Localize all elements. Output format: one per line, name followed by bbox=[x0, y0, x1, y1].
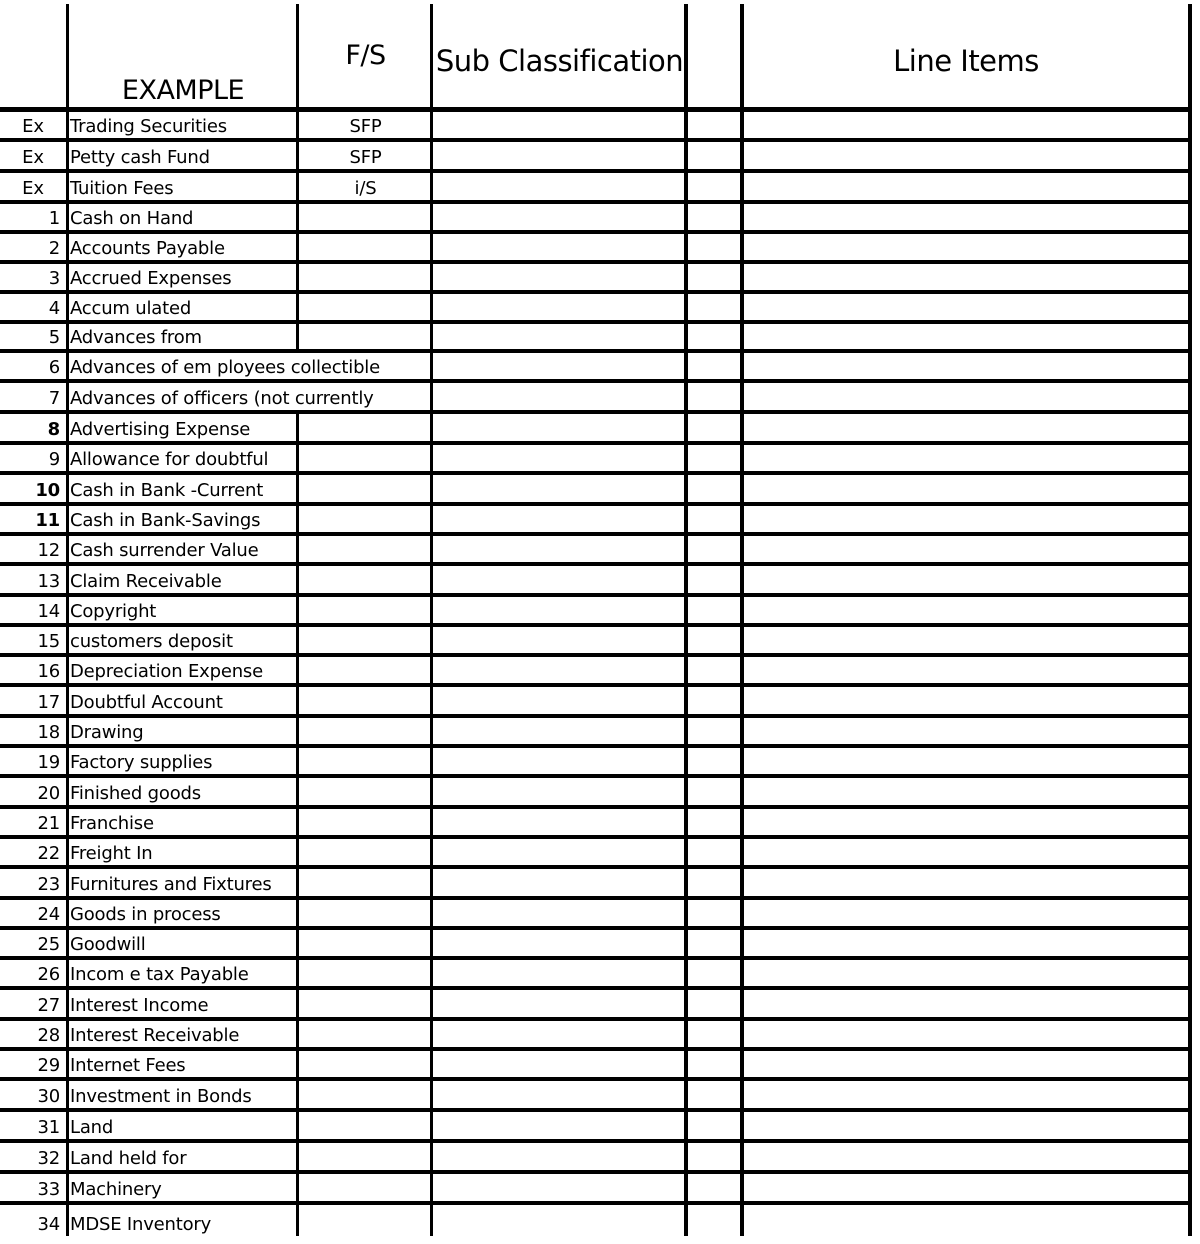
row-number: Ex bbox=[22, 116, 44, 137]
row-number: 32 bbox=[37, 1148, 60, 1169]
row-number: 31 bbox=[37, 1117, 60, 1138]
sub-classification-cell[interactable] bbox=[434, 445, 684, 471]
col-divider-3 bbox=[430, 4, 433, 1236]
line-items-cell[interactable] bbox=[744, 142, 1188, 169]
table-row bbox=[0, 1174, 1192, 1205]
fs-cell[interactable] bbox=[300, 930, 431, 956]
sub-classification-cell[interactable] bbox=[434, 990, 684, 1017]
fs-cell[interactable] bbox=[300, 414, 431, 441]
line-items-cell[interactable] bbox=[744, 1081, 1188, 1108]
account-name-cell[interactable]: Internet Fees bbox=[70, 1055, 186, 1076]
row-number: 13 bbox=[37, 571, 60, 592]
sub-classification-cell[interactable] bbox=[434, 264, 684, 290]
row-number: 14 bbox=[37, 601, 60, 622]
line-items-cell[interactable] bbox=[744, 234, 1188, 260]
table-row bbox=[0, 839, 1192, 869]
line-items-cell[interactable] bbox=[744, 445, 1188, 471]
line-items-cell[interactable] bbox=[744, 687, 1188, 714]
account-name-cell[interactable]: Doubtful Account bbox=[70, 692, 223, 713]
table-row bbox=[0, 353, 1192, 383]
fs-cell[interactable] bbox=[300, 657, 431, 683]
table-row bbox=[0, 294, 1192, 324]
sub-classification-cell[interactable] bbox=[434, 900, 684, 926]
account-name-cell[interactable]: Cash in Bank -Current bbox=[70, 480, 264, 501]
fs-cell[interactable] bbox=[300, 234, 431, 260]
account-name-cell[interactable]: Machinery bbox=[70, 1179, 162, 1200]
line-items-cell[interactable] bbox=[744, 748, 1188, 774]
row-number: 11 bbox=[35, 510, 60, 531]
line-items-cell[interactable] bbox=[744, 1143, 1188, 1170]
account-name-cell[interactable]: Petty cash Fund bbox=[70, 147, 210, 168]
line-items-cell[interactable] bbox=[744, 960, 1188, 986]
fs-cell[interactable] bbox=[300, 778, 431, 805]
sub-classification-cell[interactable] bbox=[434, 1174, 684, 1201]
table-row bbox=[0, 1081, 1192, 1112]
sub-classification-cell[interactable] bbox=[434, 475, 684, 502]
account-name-cell[interactable]: Accum ulated bbox=[70, 298, 192, 319]
table-row bbox=[0, 445, 1192, 475]
line-items-cell[interactable] bbox=[744, 718, 1188, 744]
fs-cell[interactable]: SFP bbox=[349, 147, 382, 168]
col-divider-6 bbox=[1188, 4, 1192, 1236]
fs-cell[interactable] bbox=[300, 1021, 431, 1047]
table-row bbox=[0, 960, 1192, 990]
table-row bbox=[0, 930, 1192, 960]
account-name-cell[interactable]: Advertising Expense bbox=[70, 419, 251, 440]
sub-classification-cell[interactable] bbox=[434, 506, 684, 532]
account-name-cell[interactable]: Accounts Payable bbox=[70, 238, 225, 259]
fs-cell[interactable] bbox=[300, 264, 431, 290]
account-name-cell[interactable]: MDSE Inventory bbox=[70, 1214, 212, 1235]
row-number: 27 bbox=[37, 995, 60, 1016]
table-row bbox=[0, 718, 1192, 748]
sub-classification-cell[interactable] bbox=[434, 839, 684, 865]
row-number: 15 bbox=[37, 631, 60, 652]
sub-classification-cell[interactable] bbox=[434, 809, 684, 835]
account-name-cell[interactable]: Interest Income bbox=[70, 995, 209, 1016]
row-number: 23 bbox=[37, 874, 60, 895]
fs-cell[interactable] bbox=[300, 839, 431, 865]
sub-classification-cell[interactable] bbox=[434, 748, 684, 774]
row-number: 6 bbox=[48, 357, 60, 378]
table-row bbox=[0, 627, 1192, 657]
sub-classification-cell[interactable] bbox=[434, 536, 684, 562]
line-items-cell[interactable] bbox=[744, 1021, 1188, 1047]
sub-classification-cell[interactable] bbox=[434, 1081, 684, 1108]
sub-classification-cell[interactable] bbox=[434, 597, 684, 623]
sub-classification-cell[interactable] bbox=[434, 1051, 684, 1077]
row-number: 34 bbox=[37, 1214, 60, 1235]
fs-cell[interactable] bbox=[300, 566, 431, 593]
account-name-cell[interactable]: Drawing bbox=[70, 722, 144, 743]
line-items-cell[interactable] bbox=[744, 566, 1188, 593]
table-row bbox=[0, 475, 1192, 506]
sub-classification-cell[interactable] bbox=[434, 627, 684, 653]
sub-classification-cell[interactable] bbox=[434, 566, 684, 593]
account-name-cell[interactable]: Freight In bbox=[70, 843, 153, 864]
table-row bbox=[0, 597, 1192, 627]
line-items-cell[interactable] bbox=[744, 809, 1188, 835]
table-row bbox=[0, 142, 1192, 173]
row-number: 24 bbox=[37, 904, 60, 925]
sub-classification-cell[interactable] bbox=[434, 294, 684, 320]
account-name-cell[interactable]: Investment in Bonds bbox=[70, 1086, 252, 1107]
line-items-cell[interactable] bbox=[744, 990, 1188, 1017]
line-items-cell[interactable] bbox=[744, 536, 1188, 562]
account-name-cell[interactable]: Cash in Bank-Savings bbox=[70, 510, 261, 531]
fs-cell[interactable] bbox=[300, 748, 431, 774]
table-row bbox=[0, 536, 1192, 566]
account-name-cell[interactable]: customers deposit bbox=[70, 631, 233, 652]
row-number: 9 bbox=[48, 449, 60, 470]
fs-cell[interactable] bbox=[300, 869, 431, 896]
fs-cell[interactable] bbox=[300, 204, 431, 230]
line-items-cell[interactable] bbox=[744, 383, 1188, 410]
table-row bbox=[0, 173, 1192, 204]
row-number: 25 bbox=[37, 934, 60, 955]
row-number: 1 bbox=[48, 208, 60, 229]
account-name-cell[interactable]: Tuition Fees bbox=[70, 178, 174, 199]
sub-classification-cell[interactable] bbox=[434, 869, 684, 896]
sub-classification-cell[interactable] bbox=[434, 234, 684, 260]
sub-classification-cell[interactable] bbox=[434, 930, 684, 956]
line-items-cell[interactable] bbox=[744, 112, 1188, 138]
account-name-cell[interactable]: Goodwill bbox=[70, 934, 146, 955]
row-number: 4 bbox=[48, 298, 60, 319]
fs-cell[interactable] bbox=[300, 1112, 431, 1139]
account-name-cell[interactable]: Depreciation Expense bbox=[70, 661, 263, 682]
header-fs: F/S bbox=[345, 40, 386, 71]
col-divider-5 bbox=[740, 4, 744, 1236]
table-row bbox=[0, 687, 1192, 718]
col-divider-1 bbox=[66, 4, 69, 1236]
row-number: 3 bbox=[48, 268, 60, 289]
sub-classification-cell[interactable] bbox=[434, 778, 684, 805]
table-row bbox=[0, 234, 1192, 264]
line-items-cell[interactable] bbox=[744, 839, 1188, 865]
line-items-cell[interactable] bbox=[744, 627, 1188, 653]
account-name-cell[interactable]: Copyright bbox=[70, 601, 157, 622]
account-name-cell[interactable]: Accrued Expenses bbox=[70, 268, 232, 289]
header-example: EXAMPLE bbox=[121, 75, 245, 106]
row-number: 8 bbox=[47, 419, 60, 440]
line-items-cell[interactable] bbox=[744, 506, 1188, 532]
row-number: 7 bbox=[48, 388, 60, 409]
line-items-cell[interactable] bbox=[744, 597, 1188, 623]
sub-classification-cell[interactable] bbox=[434, 1021, 684, 1047]
row-number: 33 bbox=[37, 1179, 60, 1200]
fs-cell[interactable] bbox=[300, 506, 431, 532]
row-number: 12 bbox=[37, 540, 60, 561]
account-name-cell[interactable]: Factory supplies bbox=[70, 752, 213, 773]
line-items-cell[interactable] bbox=[744, 173, 1188, 200]
row-number: 22 bbox=[37, 843, 60, 864]
line-items-cell[interactable] bbox=[744, 353, 1188, 379]
account-name-cell[interactable]: Incom e tax Payable bbox=[70, 964, 249, 985]
sub-classification-cell[interactable] bbox=[434, 1205, 684, 1236]
sub-classification-cell[interactable] bbox=[434, 173, 684, 200]
col-divider-2 bbox=[296, 4, 299, 1236]
table-row bbox=[0, 414, 1192, 445]
line-items-cell[interactable] bbox=[744, 1051, 1188, 1077]
table-row bbox=[0, 1205, 1192, 1236]
sub-classification-cell[interactable] bbox=[434, 383, 684, 410]
header-sub-classification: Sub Classification bbox=[435, 44, 684, 78]
line-items-cell[interactable] bbox=[744, 657, 1188, 683]
sub-classification-cell[interactable] bbox=[434, 687, 684, 714]
table-row bbox=[0, 748, 1192, 778]
fs-cell[interactable] bbox=[300, 597, 431, 623]
account-name-cell[interactable]: Land held for bbox=[70, 1148, 187, 1169]
fs-cell[interactable]: SFP bbox=[349, 116, 382, 137]
table-row bbox=[0, 383, 1192, 414]
table-row bbox=[0, 1021, 1192, 1051]
sub-classification-cell[interactable] bbox=[434, 142, 684, 169]
table-row bbox=[0, 1143, 1192, 1174]
fs-cell[interactable] bbox=[300, 900, 431, 926]
sub-classification-cell[interactable] bbox=[434, 353, 684, 379]
table-row bbox=[0, 204, 1192, 234]
table-row bbox=[0, 1051, 1192, 1081]
row-number: 20 bbox=[37, 783, 60, 804]
fs-cell[interactable] bbox=[300, 1051, 431, 1077]
table-row bbox=[0, 990, 1192, 1021]
fs-cell[interactable] bbox=[300, 1174, 431, 1201]
line-items-cell[interactable] bbox=[744, 1205, 1188, 1236]
table-row bbox=[0, 1112, 1192, 1143]
row-number: 26 bbox=[37, 964, 60, 985]
account-name-cell[interactable]: Advances of em ployees collectible bbox=[70, 353, 430, 379]
fs-cell[interactable] bbox=[300, 1143, 431, 1170]
col-divider-4 bbox=[684, 4, 688, 1236]
sub-classification-cell[interactable] bbox=[434, 1112, 684, 1139]
fs-cell[interactable] bbox=[300, 1081, 431, 1108]
table-row bbox=[0, 112, 1192, 142]
table-row bbox=[0, 506, 1192, 536]
row-number: 10 bbox=[35, 480, 60, 501]
row-number: Ex bbox=[22, 178, 44, 199]
row-number: 2 bbox=[48, 238, 60, 259]
row-number: Ex bbox=[22, 147, 44, 168]
account-name-cell[interactable]: Land bbox=[70, 1117, 114, 1138]
sub-classification-cell[interactable] bbox=[434, 112, 684, 138]
sub-classification-cell[interactable] bbox=[434, 324, 684, 349]
account-name-cell[interactable]: Cash surrender Value bbox=[70, 540, 259, 561]
line-items-cell[interactable] bbox=[744, 294, 1188, 320]
row-number: 19 bbox=[37, 752, 60, 773]
line-items-cell[interactable] bbox=[744, 1174, 1188, 1201]
fs-cell[interactable] bbox=[300, 475, 431, 502]
account-name-cell[interactable]: Goods in process bbox=[70, 904, 221, 925]
fs-cell[interactable] bbox=[300, 1205, 431, 1236]
table-row bbox=[0, 657, 1192, 687]
line-items-cell[interactable] bbox=[744, 264, 1188, 290]
line-items-cell[interactable] bbox=[744, 930, 1188, 956]
sub-classification-cell[interactable] bbox=[434, 960, 684, 986]
account-name-cell[interactable]: Advances of officers (not currently bbox=[70, 383, 430, 410]
line-items-cell[interactable] bbox=[744, 324, 1188, 349]
row-number: 16 bbox=[37, 661, 60, 682]
account-name-cell[interactable]: Finished goods bbox=[70, 783, 201, 804]
fs-cell[interactable] bbox=[300, 294, 431, 320]
line-items-cell[interactable] bbox=[744, 900, 1188, 926]
table-row bbox=[0, 869, 1192, 900]
fs-cell[interactable] bbox=[300, 960, 431, 986]
fs-cell[interactable] bbox=[300, 990, 431, 1017]
account-name-cell[interactable]: Allowance for doubtful bbox=[70, 449, 269, 470]
account-name-cell[interactable]: Advances from bbox=[70, 327, 202, 348]
account-name-cell[interactable]: Interest Receivable bbox=[70, 1025, 240, 1046]
table-row bbox=[0, 264, 1192, 294]
sub-classification-cell[interactable] bbox=[434, 204, 684, 230]
row-number: 21 bbox=[37, 813, 60, 834]
account-name-cell[interactable]: Claim Receivable bbox=[70, 571, 222, 592]
row-number: 30 bbox=[37, 1086, 60, 1107]
row-number: 28 bbox=[37, 1025, 60, 1046]
row-number: 17 bbox=[37, 692, 60, 713]
line-items-cell[interactable] bbox=[744, 475, 1188, 502]
account-name-cell[interactable]: Trading Securities bbox=[70, 116, 227, 137]
row-number: 5 bbox=[48, 327, 60, 348]
line-items-cell[interactable] bbox=[744, 1112, 1188, 1139]
table-row bbox=[0, 900, 1192, 930]
table-row bbox=[0, 778, 1192, 809]
account-name-cell[interactable]: Franchise bbox=[70, 813, 154, 834]
sub-classification-cell[interactable] bbox=[434, 1143, 684, 1170]
fs-cell[interactable] bbox=[300, 536, 431, 562]
sub-classification-cell[interactable] bbox=[434, 657, 684, 683]
fs-cell[interactable] bbox=[300, 627, 431, 653]
line-items-cell[interactable] bbox=[744, 869, 1188, 896]
fs-cell[interactable] bbox=[300, 687, 431, 714]
line-items-cell[interactable] bbox=[744, 204, 1188, 230]
fs-cell[interactable]: i/S bbox=[354, 178, 377, 199]
fs-cell[interactable] bbox=[300, 809, 431, 835]
line-items-cell[interactable] bbox=[744, 414, 1188, 441]
table-row bbox=[0, 566, 1192, 597]
fs-cell[interactable] bbox=[300, 718, 431, 744]
fs-cell[interactable] bbox=[300, 324, 431, 349]
sub-classification-cell[interactable] bbox=[434, 414, 684, 441]
row-number: 18 bbox=[37, 722, 60, 743]
line-items-cell[interactable] bbox=[744, 778, 1188, 805]
account-name-cell[interactable]: Furnitures and Fixtures bbox=[70, 874, 272, 895]
fs-cell[interactable] bbox=[300, 445, 431, 471]
table-row bbox=[0, 324, 1192, 353]
sub-classification-cell[interactable] bbox=[434, 718, 684, 744]
account-name-cell[interactable]: Cash on Hand bbox=[70, 208, 194, 229]
table-row bbox=[0, 809, 1192, 839]
row-number: 29 bbox=[37, 1055, 60, 1076]
header-line-items: Line Items bbox=[893, 44, 1039, 78]
